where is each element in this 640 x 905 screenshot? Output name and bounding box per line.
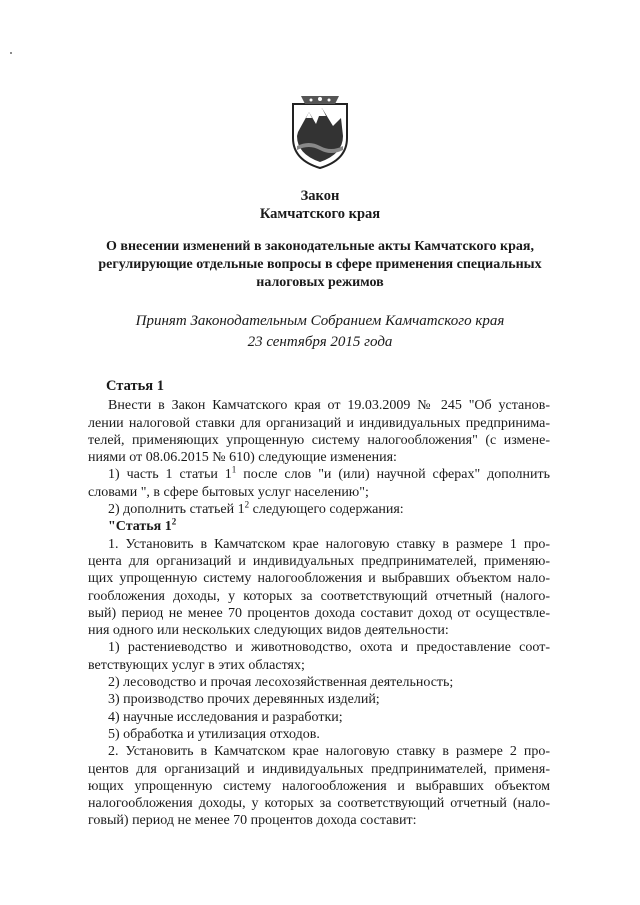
amendment-item-1: 1) часть 1 статьи $1^1$ после слов "и (или) научной сферах" дополнить: [108, 464, 551, 483]
point2-line: говый) период не менее 70 процентов дохода составит:: [88, 813, 417, 829]
point1-line: щих упрощенную систему налогообложения и выбравших объектом нало-: [88, 571, 550, 587]
adoption-body: Принят Законодательным Собранием Камчатского края: [135, 313, 505, 329]
scan-speck: [10, 52, 12, 54]
activity-item: 3) производство прочих деревянных изделий;: [108, 692, 380, 708]
subject-line: регулирующие отдельные вопросы в сфере применения специальных: [98, 257, 542, 272]
adoption-note: [0, 311, 640, 353]
subject-line: О внесении изменений в законодательные акты Камчатского края,: [106, 239, 534, 254]
point1-line: гообложения доходы, у которых за соответствующий отчетный (налого-: [88, 588, 550, 604]
point1-line: ния одного или нескольких следующих видов деятельности:: [88, 623, 449, 639]
amendment-item-2: 2) дополнить статьей $1^2$ следующего содержания:: [108, 499, 404, 518]
point2-line: ющих упрощенную систему налогообложения и выбравших объектом: [88, 778, 550, 794]
region-title: Камчатского края: [259, 206, 381, 222]
subject-line: налоговых режимов: [256, 275, 384, 290]
intro-line: лении налоговой ставки для организаций и индивидуальных предпринима-: [88, 415, 550, 431]
adoption-date: 23 сентября 2015 года: [247, 334, 393, 350]
activity-item: 2) лесоводство и прочая лесохозяйственная деятельность;: [108, 675, 454, 691]
activity-item: 5) обработка и утилизация отходов.: [108, 726, 320, 742]
intro-line: телей, применяющих упрощенную систему налогообложения" (с измене-: [88, 432, 550, 448]
point1-line: цента для организаций и индивидуальных предпринимателей, применяю-: [88, 553, 550, 569]
law-title: Закон: [300, 188, 340, 204]
point2-line: налогообложения доходы, у которых за соответствующий отчетный (нало-: [88, 796, 550, 812]
activity-item-cont: ветствующих услуг в этих областях;: [88, 657, 305, 673]
amendment-item-1-cont: словами ", в сфере бытовых услуг населению";: [88, 484, 369, 500]
point2-line: 2. Установить в Камчатском крае налоговую ставку в размере 2 про-: [108, 744, 550, 760]
new-article-heading: "Статья $1^2$: [108, 516, 177, 535]
article-heading: Статья 1: [106, 378, 164, 394]
point2-line: центов для организаций и индивидуальных предпринимателей, применя-: [88, 761, 550, 777]
intro-line: ниями от 08.06.2015 № 610) следующие изменения:: [88, 450, 397, 466]
intro-line: Внести в Закон Камчатского края от 19.03.2009 № 245 "Об установ-: [108, 398, 550, 414]
article-body: [88, 378, 550, 830]
law-subject: [0, 238, 640, 292]
point1-line: вый) период не менее 70 процентов дохода составит доход от осуществле-: [88, 605, 550, 621]
coat-of-arms-emblem: [289, 90, 351, 170]
activity-item: 4) научные исследования и разработки;: [108, 709, 343, 725]
point1-line: 1. Установить в Камчатском крае налоговую ставку в размере 1 про-: [108, 536, 550, 552]
activity-item: 1) растениеводство и животноводство, охота и предоставление соот-: [108, 640, 550, 656]
